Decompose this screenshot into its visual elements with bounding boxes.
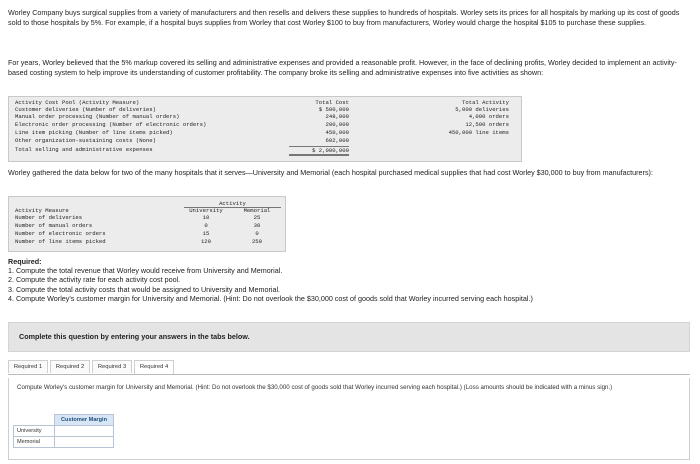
memorial-header: Memorial [243, 207, 271, 214]
memorial-value: 30 [253, 222, 261, 229]
tab-required-4[interactable]: Required 4 [134, 360, 174, 374]
memorial-margin-input[interactable] [55, 437, 114, 448]
tab-bar [8, 360, 690, 375]
tab-required-3[interactable]: Required 3 [92, 360, 132, 373]
university-value: 15 [202, 230, 210, 237]
required-item: 2. Compute the activity rate for each activity cost pool. [8, 275, 181, 285]
cost-pool-total-label: Total selling and administrative expenses [15, 146, 153, 153]
university-value: 10 [202, 214, 210, 221]
activity-measure-name: Number of manual orders [15, 222, 93, 229]
tab-required-1[interactable]: Required 1 [8, 360, 48, 373]
cost-pool-name: Other organization-sustaining costs (None) [15, 137, 156, 144]
required-item: 3. Compute the total activity costs that would be assigned to University and Memorial. [8, 284, 281, 294]
memorial-value: 250 [251, 238, 263, 245]
cost-pool-activity: 5,000 deliveries [455, 106, 509, 113]
activity-group-header: Activity [184, 200, 281, 208]
cost-pool-cost: 200,000 [325, 121, 349, 128]
cost-pool-total: $ 2,000,000 [289, 146, 349, 156]
university-margin-input[interactable] [55, 426, 114, 437]
activity-measure-name: Number of deliveries [15, 214, 83, 221]
cost-pool-cost: 248,000 [325, 113, 349, 120]
cost-pool-table [8, 96, 522, 162]
cost-pool-activity: 12,500 orders [465, 121, 509, 128]
cost-pool-name: Customer deliveries (Number of deliveries) [15, 106, 156, 113]
intro-paragraph: Worley Company buys surgical supplies from a variety of manufacturers and then resells and delivers these supplies to hundreds of hospitals. Worley sets its prices for all hospitals by marking up its cost of goods sold to those hospitals by 5%. For example, if a hospital buys supplies from Worley that cost Worley $100 to buy from manufacturers, Worley would charge the hospital $105 to purchase these supplies. [8, 8, 680, 27]
required-item: 1. Compute the total revenue that Worley would receive from University and Memorial. [8, 266, 283, 276]
cost-pool-header: Activity Cost Pool (Activity Measure) [15, 99, 140, 106]
required-item: 4. Compute Worley's customer margin for University and Memorial. (Hint: Do not overlook the $30,000 cost of goods sold that Worley incurred serving each hospital.) [8, 293, 533, 303]
total-activity-header: Total Activity [462, 99, 509, 106]
activity-measure-header: Activity Measure [15, 207, 69, 214]
cost-pool-activity: 4,000 orders [468, 113, 509, 120]
university-value: 0 [204, 222, 208, 229]
cost-pool-name: Line item picking (Number of line items picked) [15, 129, 173, 136]
cost-pool-cost: $ 500,000 [318, 106, 349, 113]
cost-pool-name: Electronic order processing (Number of electronic orders) [15, 121, 207, 128]
university-row-label: University [14, 426, 55, 437]
empty-corner-cell [14, 415, 55, 426]
memorial-row-label: Memorial [14, 437, 55, 448]
cost-pool-name: Manual order processing (Number of manual orders) [15, 113, 180, 120]
activity-measure-name: Number of line items picked [15, 238, 106, 245]
cost-pool-cost: 602,000 [325, 137, 349, 144]
total-cost-header: Total Cost [315, 99, 349, 106]
hospital-activity-table [8, 196, 286, 252]
university-value: 120 [200, 238, 212, 245]
cost-pool-cost: 450,000 [325, 129, 349, 136]
required-section [8, 257, 690, 303]
tab-required-2[interactable]: Required 2 [50, 360, 90, 373]
instruction-banner: Complete this question by entering your answers in the tabs below. [8, 322, 690, 352]
gathered-paragraph: Worley gathered the data below for two of the many hospitals that it serves—University and Memorial (each hospital purchased medical supplies that had cost Worley $30,000 to buy from manufacturers): [8, 168, 653, 177]
answer-panel [8, 378, 690, 460]
memorial-value: 25 [253, 214, 261, 221]
university-header: University [189, 207, 223, 214]
memorial-value: 0 [255, 230, 259, 237]
activity-measure-name: Number of electronic orders [15, 230, 106, 237]
required-title: Required: [8, 257, 42, 266]
question-instruction: Compute Worley's customer margin for University and Memorial. (Hint: Do not overlook the $30,000 cost of goods sold that Worley incurred serving each hospital.) (Loss amounts should be indicated with a minus sign.) [17, 384, 613, 391]
context-paragraph: For years, Worley believed that the 5% markup covered its selling and administrative expenses and provided a reasonable profit. However, in the face of declining profits, Worley decided to implement an activity-based costing system to help improve its understanding of customer profitability. The company broke its selling and administrative expenses into five activities as shown: [8, 58, 677, 77]
customer-margin-header: Customer Margin [55, 415, 114, 426]
cost-pool-activity: 450,000 line items [448, 129, 509, 136]
customer-margin-table [13, 414, 114, 448]
